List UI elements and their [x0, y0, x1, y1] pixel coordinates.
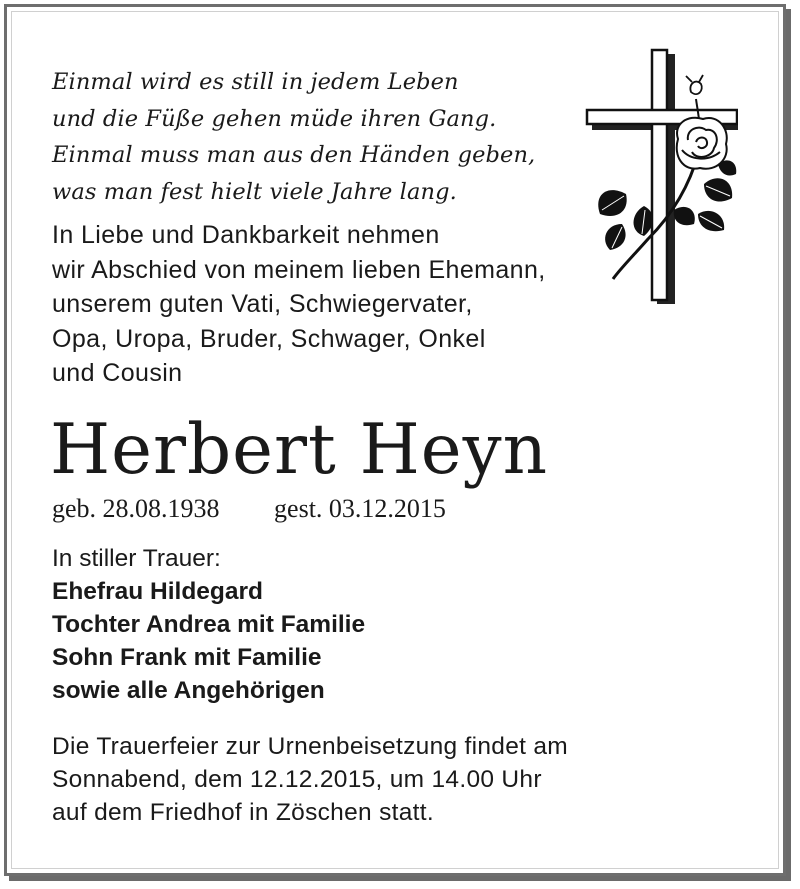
service-line: Die Trauerfeier zur Urnenbeisetzung findet am — [52, 733, 569, 760]
poem-line: Einmal muss man aus den Händen geben, — [52, 142, 536, 168]
mourner-name: Tochter Andrea mit Familie — [52, 611, 366, 638]
cross-with-rose-icon — [578, 44, 738, 306]
intro-line: unserem guten Vati, Schwiegervater, — [52, 290, 473, 318]
intro-text — [52, 218, 546, 391]
poem-line: Einmal wird es still in jedem Leben — [52, 69, 459, 95]
mourner-name: Ehefrau Hildegard — [52, 578, 264, 605]
poem — [52, 64, 535, 210]
intro-line: wir Abschied von meinem lieben Ehemann, — [52, 255, 546, 284]
poem-line: und die Füße gehen müde ihren Gang. — [52, 105, 497, 132]
intro-line: In Liebe und Dankbarkeit nehmen — [52, 221, 440, 249]
mourner-name: Sohn Frank mit Familie — [52, 644, 322, 671]
service-line: Sonnabend, dem 12.12.2015, um 14.00 Uhr — [52, 766, 542, 793]
birth-date: geb. 28.08.1938 — [52, 494, 220, 523]
mourners-block — [52, 542, 365, 707]
intro-line: und Cousin — [52, 359, 183, 387]
deceased-name: Herbert Heyn — [50, 410, 549, 490]
mourner-name: sowie alle Angehörigen — [52, 677, 325, 704]
service-line: auf dem Friedhof in Zöschen statt. — [52, 799, 434, 826]
poem-line: was man fest hielt viele Jahre lang. — [52, 178, 457, 205]
life-dates — [52, 494, 446, 524]
intro-line: Opa, Uropa, Bruder, Schwager, Onkel — [52, 324, 486, 353]
mourners-heading: In stiller Trauer: — [52, 545, 221, 572]
funeral-service-info — [52, 730, 568, 829]
death-date: gest. 03.12.2015 — [274, 494, 446, 523]
